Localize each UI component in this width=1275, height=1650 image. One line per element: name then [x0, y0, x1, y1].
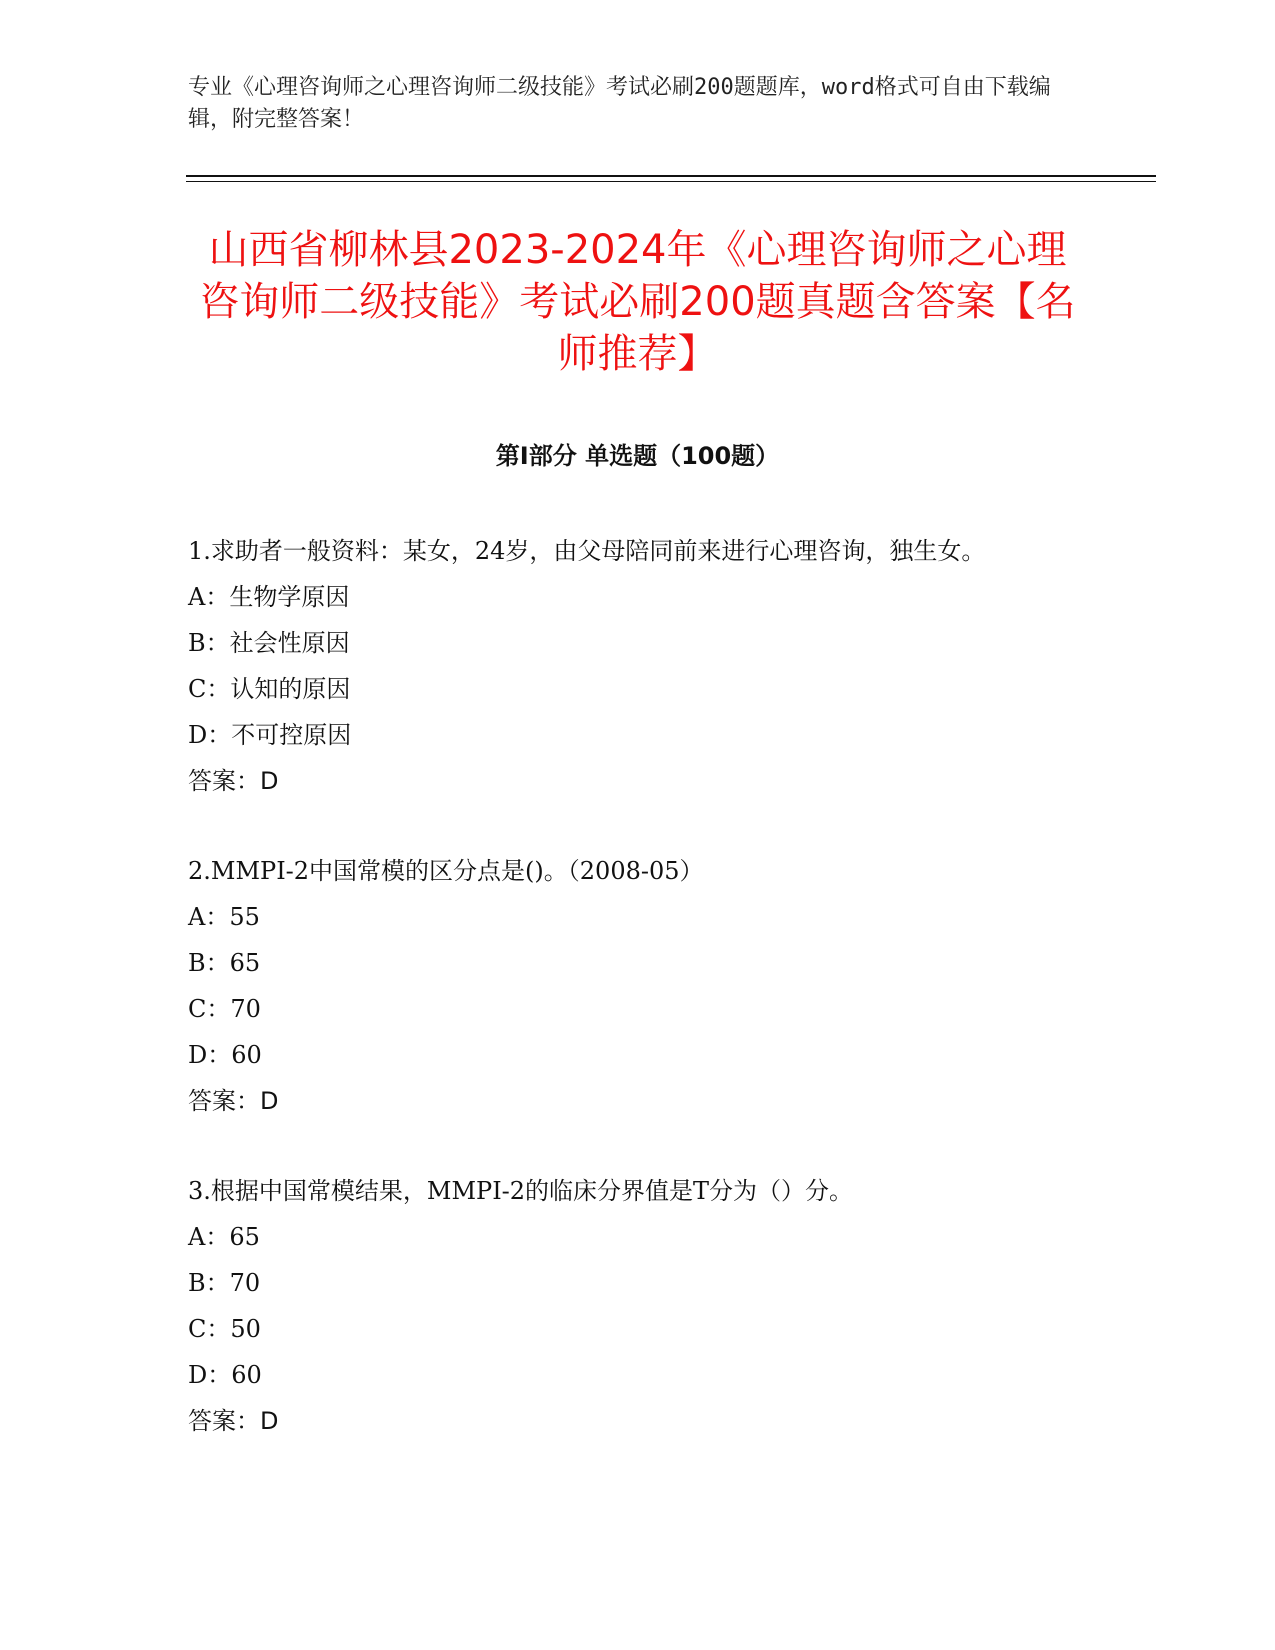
question-list — [188, 528, 1068, 1488]
option-c: C：认知的原因 — [188, 675, 351, 703]
option-a: A：生物学原因 — [188, 583, 350, 611]
question-2 — [188, 848, 1068, 1124]
document-title: 山西省柳林县2023-2024年《心理咨询师之心理咨询师二级技能》考试必刷200题真题含答案【名师推荐】 — [199, 227, 1076, 377]
question-stem: 2.MMPI-2中国常模的区分点是()。（2008-05） — [188, 857, 704, 885]
option-b: B：65 — [188, 949, 261, 977]
option-a: A：55 — [188, 903, 260, 931]
option-d: D：60 — [188, 1041, 262, 1069]
option-b: B：70 — [188, 1269, 261, 1297]
answer: 答案：D — [188, 1407, 279, 1435]
option-d: D：不可控原因 — [188, 721, 352, 749]
question-stem: 3.根据中国常模结果，MMPI-2的临床分界值是T分为（）分。 — [188, 1177, 854, 1205]
option-c: C：50 — [188, 1315, 261, 1343]
answer: 答案：D — [188, 767, 279, 795]
option-b: B：社会性原因 — [188, 629, 350, 657]
option-a: A：65 — [188, 1223, 260, 1251]
answer: 答案：D — [188, 1087, 279, 1115]
question-3 — [188, 1168, 1068, 1444]
header-divider-thick — [186, 175, 1156, 177]
header-divider-thin — [186, 181, 1156, 182]
question-stem: 1.求助者一般资料：某女，24岁，由父母陪同前来进行心理咨询，独生女。 — [188, 537, 986, 565]
section-title: 第Ⅰ部分 单选题（100题） — [495, 442, 780, 470]
question-1 — [188, 528, 1068, 804]
header-note: 专业《心理咨询师之心理咨询师二级技能》考试必刷200题题库，word格式可自由下载编辑，附完整答案！ — [188, 75, 1051, 132]
option-d: D：60 — [188, 1361, 262, 1389]
option-c: C：70 — [188, 995, 261, 1023]
